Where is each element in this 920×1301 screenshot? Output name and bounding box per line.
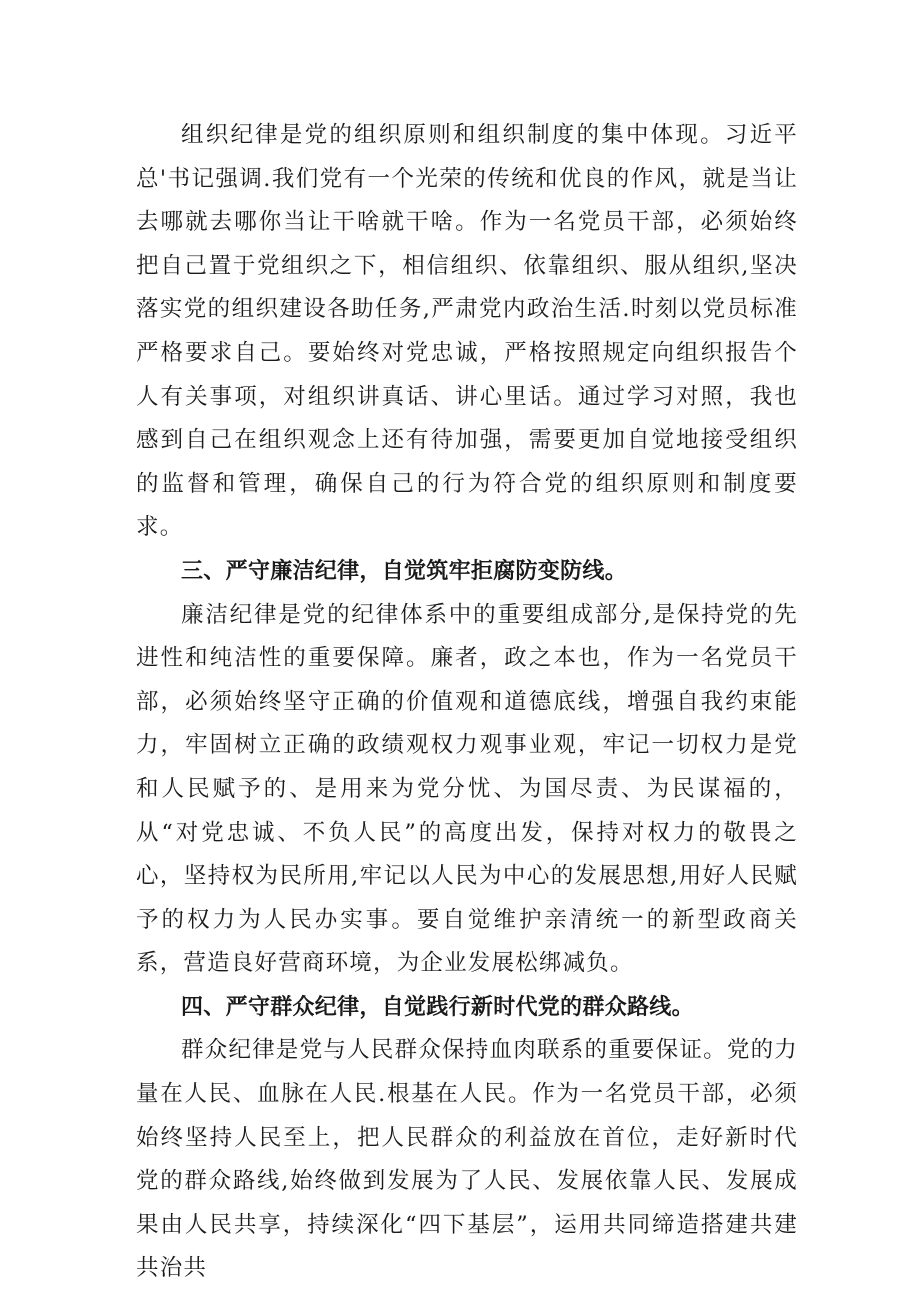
paragraph-organizational-discipline: 组织纪律是党的组织原则和组织制度的集中体现。习近平总'书记强调.我们党有一个光荣的传统和优良的作风，就是当让去哪就去哪你当让干啥就干啥。作为一名党员干部，必须始终把自己置于党组织之下，相信组织、依靠组织、服从组织,坚决落实党的组织建设各助任务,严肃党内政治生活.时刻以党员标准严格要求自己。要始终对党忠诚，严格按照规定向组织报告个人有关事项，对组织讲真话、讲心里话。通过学习对照，我也感到自己在组织观念上还有待加强，需要更加自觉地接受组织的监督和管理，确保自己的行为符合党的组织原则和制度要求。 xyxy=(136,122,798,541)
section-heading-mass-discipline: 四、严守群众纪律，自觉践行新时代党的群众路线。 xyxy=(181,994,694,1020)
document-page xyxy=(136,114,798,1291)
paragraph-integrity-discipline: 廉洁纪律是党的纪律体系中的重要组成部分,是保持党的先进性和纯洁性的重要保障。廉者，政之本也，作为一名党员干部，必须始终坚守正确的价值观和道德底线，增强自我约束能力，牢固树立正确的政绩观权力观事业观，牢记一切权力是党和人民赋予的、是用来为党分忧、为国尽责、为民谋福的，从“对党忠诚、不负人民”的高度出发，保持对权力的敬畏之心，坚持权为民所用,牢记以人民为中心的发展思想,用好人民赋予的权力为人民办实事。要自觉维护亲清统一的新型政商关系，营造良好营商环境，为企业发展松绑减负。 xyxy=(136,601,798,977)
paragraph-mass-discipline: 群众纪律是党与人民群众保持血肉联系的重要保证。党的力量在人民、血脉在人民.根基在人民。作为一名党员干部，必须始终坚持人民至上，把人民群众的利益放在首位，走好新时代党的群众路线,始终做到发展为了人民、发展依靠人民、发展成果由人民共享，持续深化“四下基层”，运用共同缔造搭建共建共治共 xyxy=(136,1037,798,1282)
section-heading-integrity-discipline: 三、严守廉洁纪律，自觉筑牢拒腐防变防线。 xyxy=(181,558,628,584)
